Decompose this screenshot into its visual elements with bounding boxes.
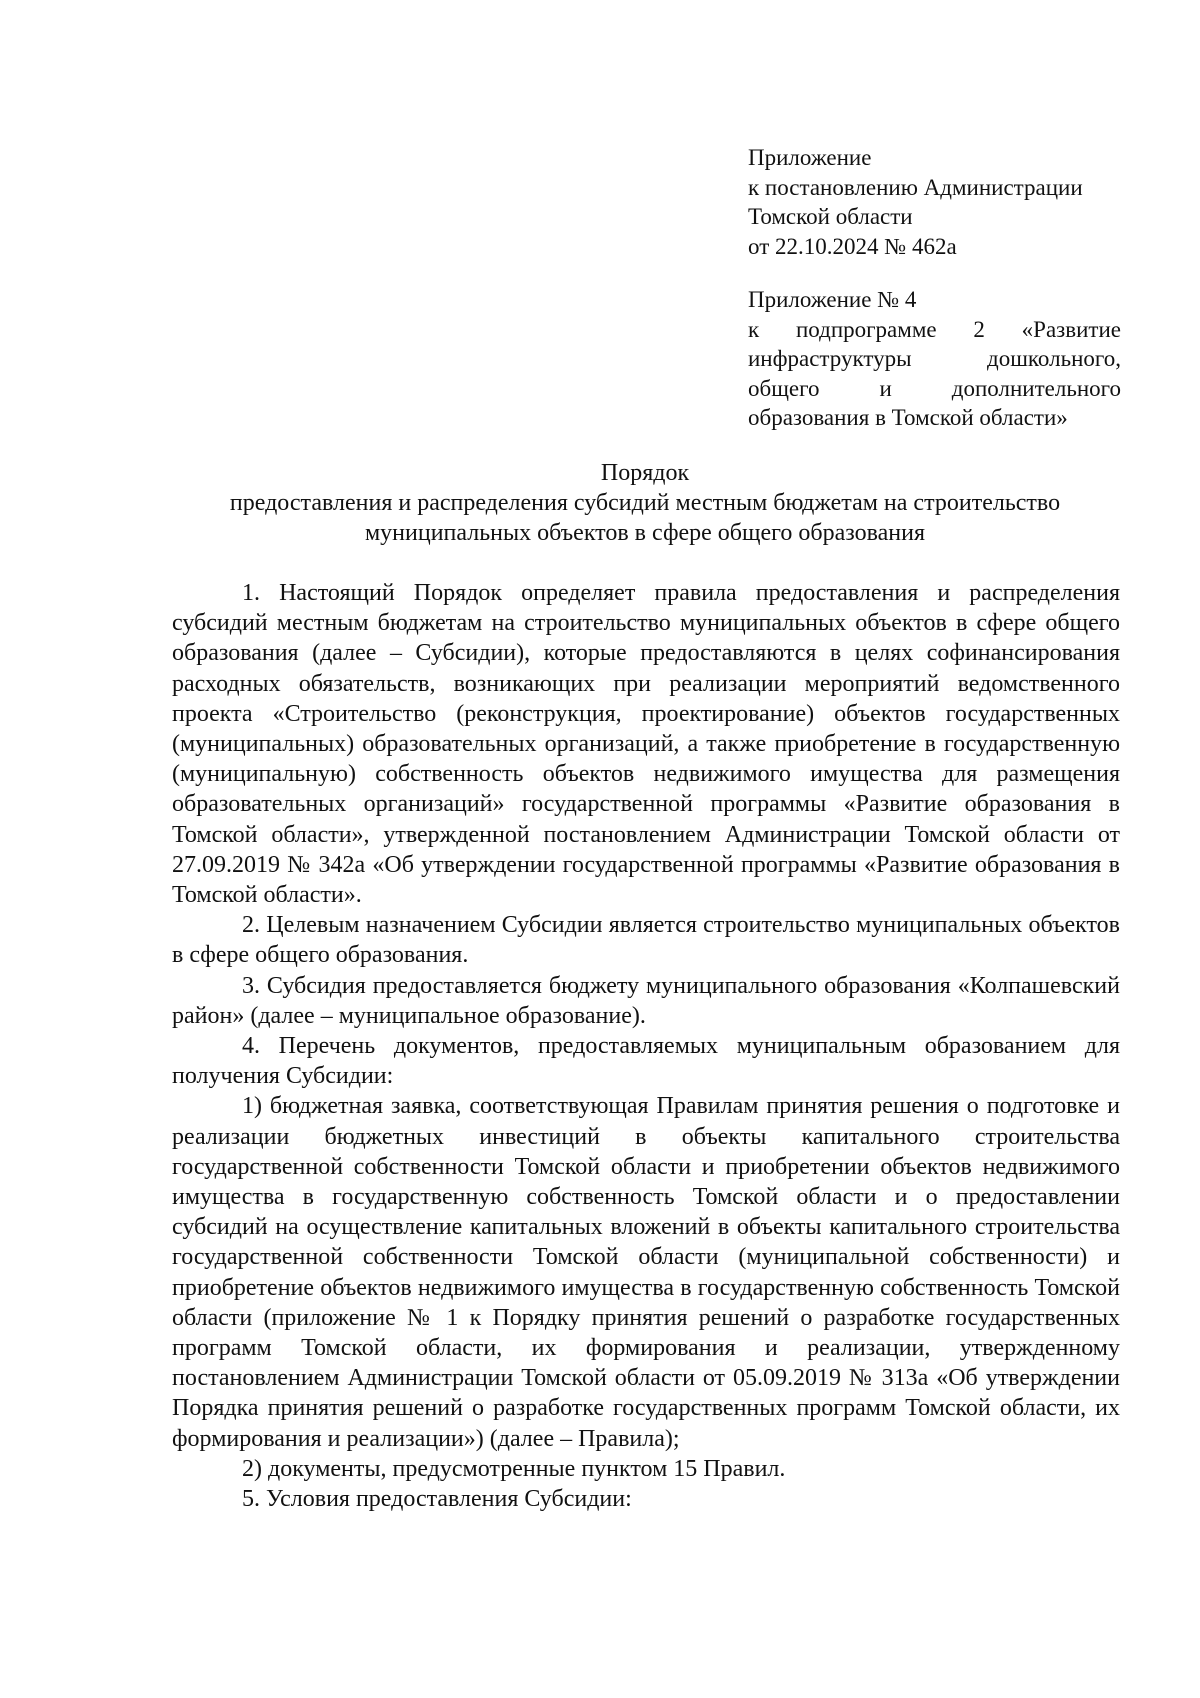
heading-subtitle-line: муниципальных объектов в сфере общего образования bbox=[364, 520, 925, 546]
paragraph-4: 4. Перечень документов, предоставляемых муниципальным образованием для получения Субсидии: bbox=[172, 1033, 1120, 1090]
appendix-line: к постановлению Администрации bbox=[748, 174, 1083, 200]
paragraph-1: 1. Настоящий Порядок определяет правила предоставления и распределения субсидий местным бюджетам на строительство муниципальных объектов в сфере общего образования (далее – Субсидии), которые предоставляются в целях софинансирования расходных обязательств, возникающих при реализации мероприятий ведомственного проекта «Строительство (реконструкция, проектирование) объектов государственных (муниципальных) образовательных организаций, а также приобретение в государственную (муниципальную) собственность объектов недвижимого имущества для размещения образовательных организаций» государственной программы «Развитие образования в Томской области», утвержденной постановлением Администрации Томской области от 27.09.2019 № 342а «Об утверждении государственной программы «Развитие образования в Томской области». bbox=[172, 580, 1120, 909]
heading-subtitle-line: предоставления и распределения субсидий местным бюджетам на строительство bbox=[229, 490, 1061, 516]
appendix-4-line: инфраструктуры дошкольного, bbox=[748, 346, 1121, 371]
document-body bbox=[172, 578, 1120, 1514]
appendix-line: Томской области bbox=[748, 204, 913, 229]
appendix-4-line: к подпрограмме 2 «Развитие bbox=[748, 316, 1121, 342]
paragraph-2: 2. Целевым назначением Субсидии является строительство муниципальных объектов в сфере общего образования. bbox=[172, 912, 1120, 969]
appendix-4-line: общего и дополнительного bbox=[748, 375, 1121, 401]
paragraph-4-item-2: 2) документы, предусмотренные пунктом 15 Правил. bbox=[242, 1455, 786, 1482]
document-heading bbox=[150, 458, 1140, 548]
heading-title: Порядок bbox=[600, 460, 690, 486]
appendix-stamp bbox=[748, 143, 1121, 261]
paragraph-4-item-1: 1) бюджетная заявка, соответствующая Правилам принятия решения о подготовке и реализации бюджетных инвестиций в объекты капитального строительства государственной собственности Томской области и приобретении объектов недвижимого имущества в государственную собственность Томской области и о предоставлении субсидий на осуществление капитальных вложений в объекты капитального строительства государственной собственности Томской области (муниципальной собственности) и приобретение объектов недвижимого имущества в государственную собственность Томской области (приложение № 1 к Порядку принятия решений о разработке государственных программ Томской области, их формирования и реализации, утвержденному постановлением Администрации Томской области от 05.09.2019 № 313а «Об утверждении Порядка принятия решений о разработке государственных программ Томской области, их формирования и реализации») (далее – Правила); bbox=[172, 1093, 1120, 1452]
paragraph-3: 3. Субсидия предоставляется бюджету муниципального образования «Колпашевский район» (далее – муниципальное образование). bbox=[172, 972, 1120, 1029]
appendix-4-stamp bbox=[748, 285, 1121, 433]
paragraph-5: 5. Условия предоставления Субсидии: bbox=[242, 1486, 632, 1513]
appendix-4-title: Приложение № 4 bbox=[748, 287, 917, 312]
appendix-line: от 22.10.2024 № 462а bbox=[748, 233, 957, 259]
appendix-4-line: образования в Томской области» bbox=[748, 405, 1068, 430]
appendix-line: Приложение bbox=[748, 145, 872, 170]
